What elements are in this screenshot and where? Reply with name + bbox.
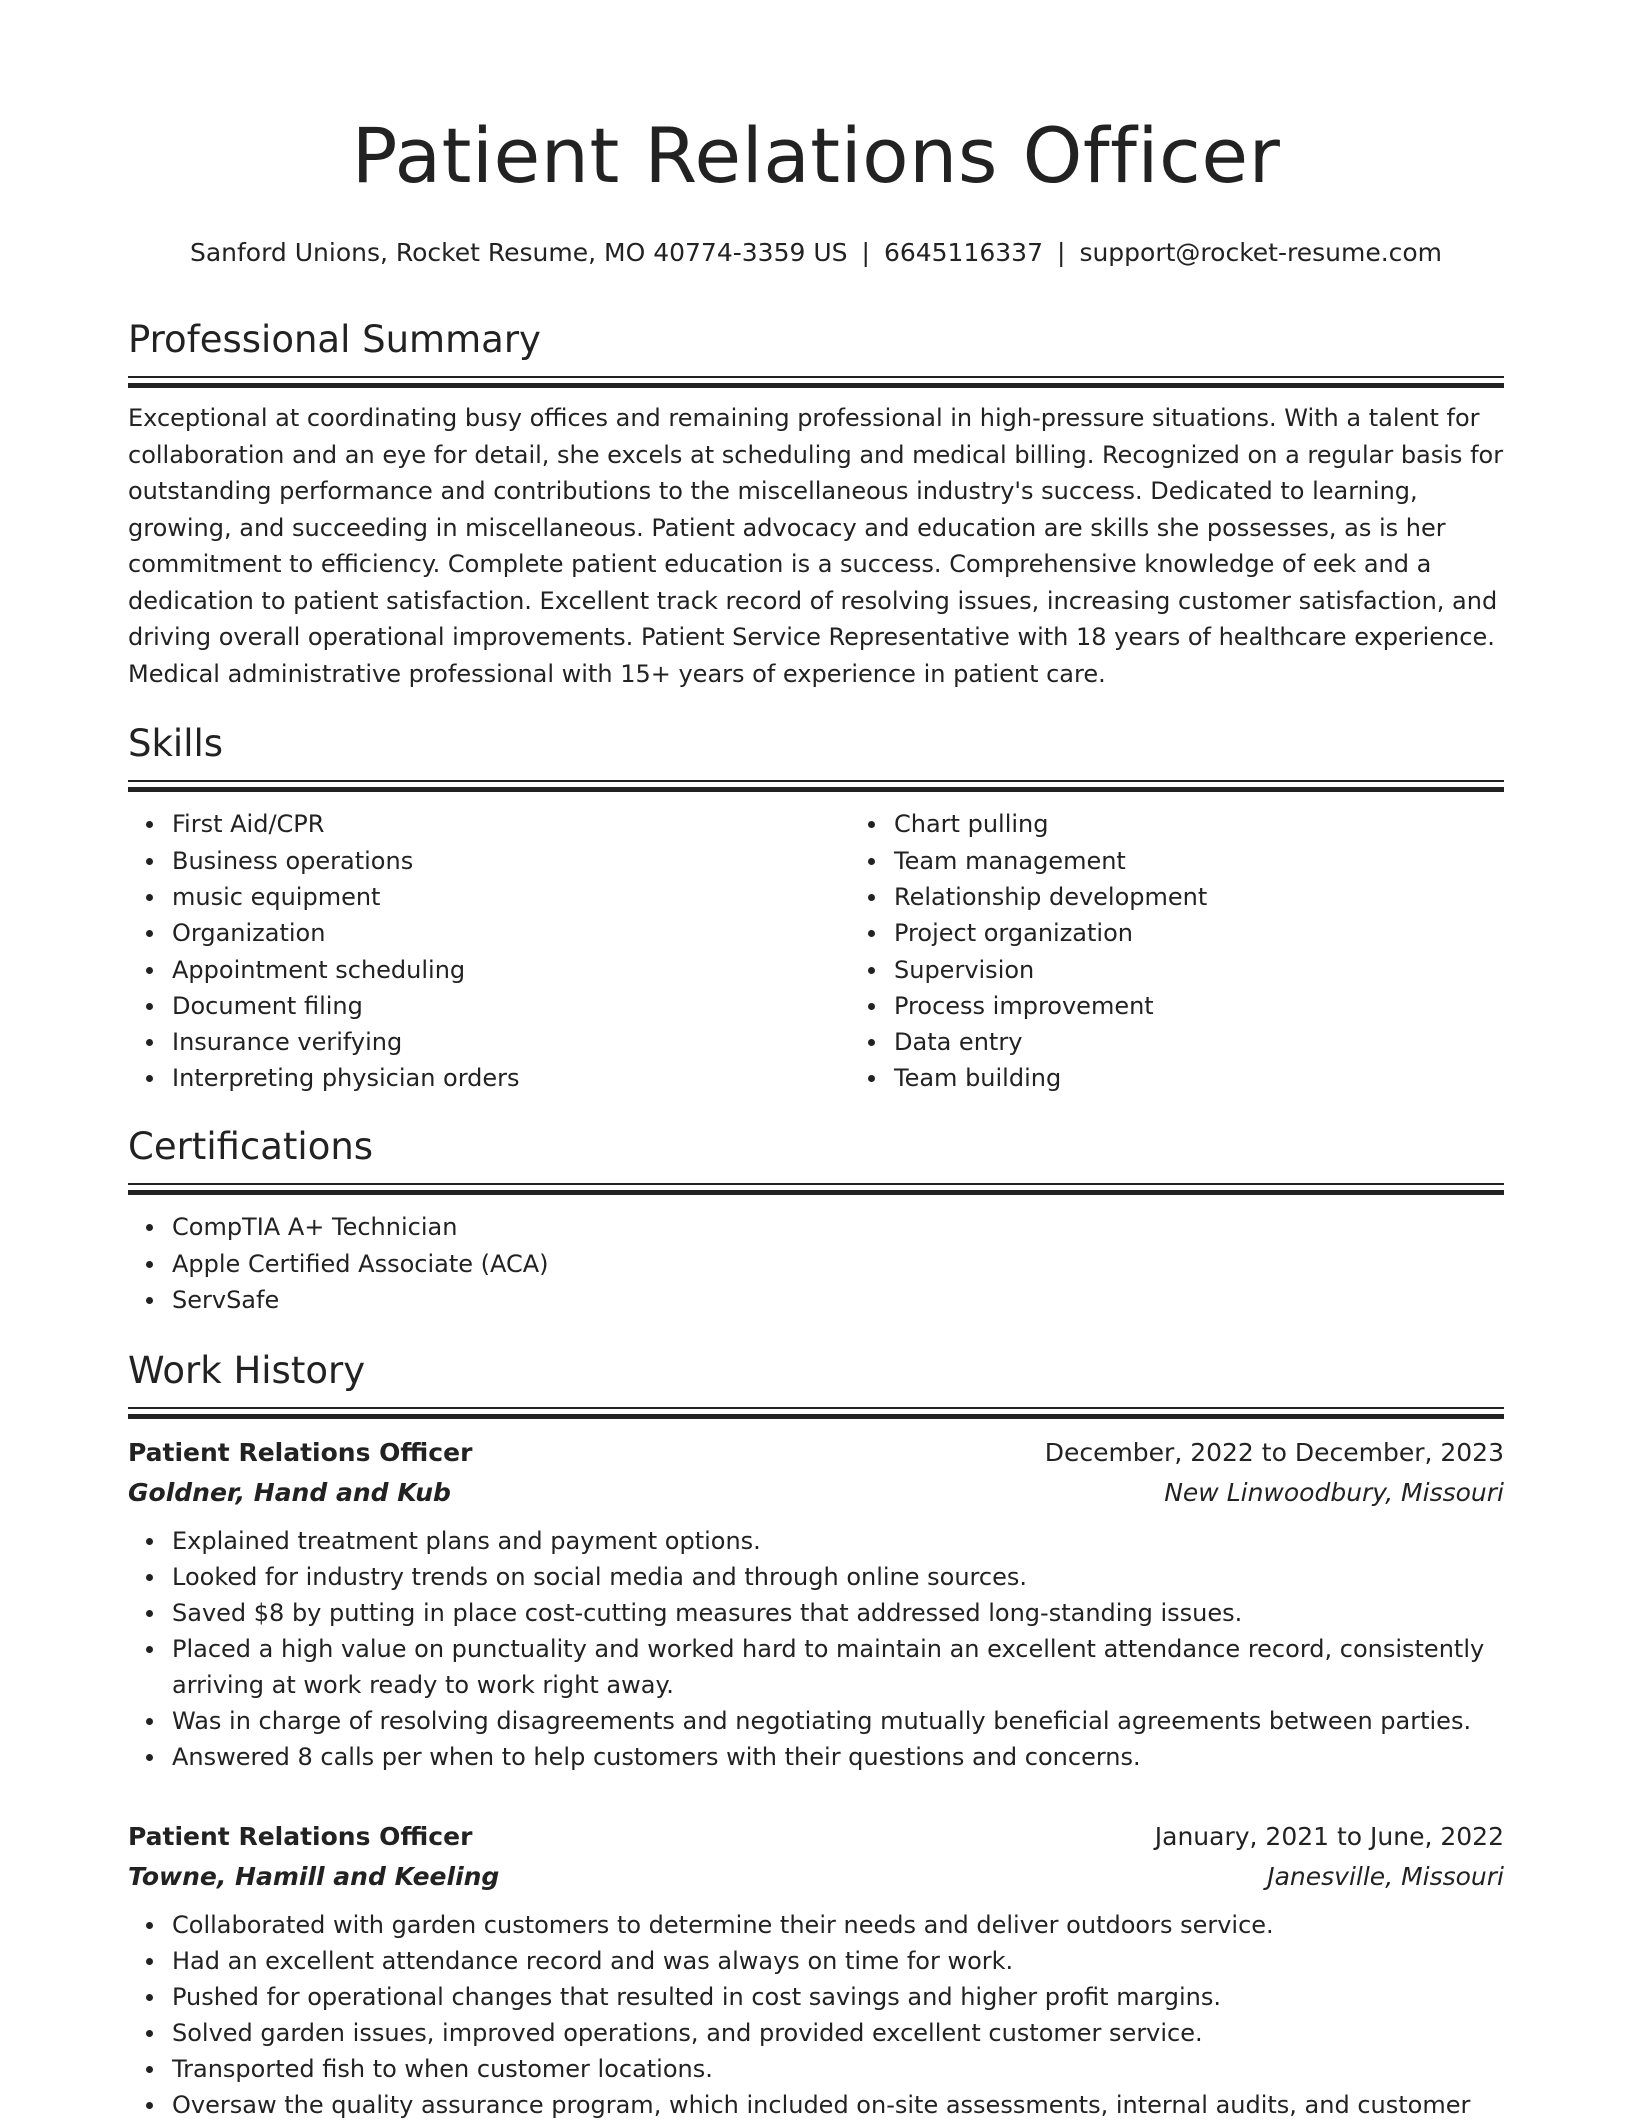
skill-item: Document filing bbox=[172, 988, 850, 1024]
skill-item: Supervision bbox=[894, 952, 1572, 988]
job-bullet: Transported fish to when customer locations. bbox=[172, 2051, 1504, 2087]
contact-phone: 6645116337 bbox=[883, 238, 1043, 267]
skills-columns bbox=[128, 806, 1504, 1096]
section-divider bbox=[128, 1407, 1504, 1419]
job-bullet: Collaborated with garden customers to determine their needs and deliver outdoors service. bbox=[172, 1907, 1504, 1943]
job-bullets bbox=[128, 1907, 1504, 2123]
skills-list-left bbox=[128, 806, 850, 1096]
job-bullet: Oversaw the quality assurance program, which included on-site assessments, internal audits, and customer bbox=[172, 2087, 1504, 2123]
skill-item: Chart pulling bbox=[894, 806, 1572, 842]
job-entry bbox=[128, 1817, 1504, 2123]
certifications-title: Certifications bbox=[128, 1125, 374, 1168]
job-bullets bbox=[128, 1523, 1504, 1775]
skill-item: Insurance verifying bbox=[172, 1024, 850, 1060]
job-bullet: Placed a high value on punctuality and worked hard to maintain an excellent attendance record, consistently arriving at work ready to work right away. bbox=[172, 1631, 1504, 1703]
skill-item: music equipment bbox=[172, 879, 850, 915]
job-bullet: Had an excellent attendance record and was always on time for work. bbox=[172, 1943, 1504, 1979]
skill-item: First Aid/CPR bbox=[172, 806, 850, 842]
skill-item: Organization bbox=[172, 915, 850, 951]
job-bullet: Explained treatment plans and payment options. bbox=[172, 1523, 1504, 1559]
job-bullet: Was in charge of resolving disagreements and negotiating mutually beneficial agreements between parties. bbox=[172, 1703, 1504, 1739]
work-history-title: Work History bbox=[128, 1349, 366, 1392]
resume-name: Patient Relations Officer bbox=[351, 111, 1281, 200]
certification-item: CompTIA A+ Technician bbox=[172, 1209, 1504, 1245]
contact-line bbox=[128, 238, 1504, 268]
skill-item: Data entry bbox=[894, 1024, 1572, 1060]
skill-item: Process improvement bbox=[894, 988, 1572, 1024]
skills-title: Skills bbox=[128, 722, 224, 765]
job-subheader-row bbox=[128, 1473, 1504, 1513]
certifications-section bbox=[128, 1125, 1504, 1318]
contact-address: Sanford Unions, Rocket Resume, MO 40774-3359 US bbox=[189, 238, 848, 267]
certification-item: Apple Certified Associate (ACA) bbox=[172, 1246, 1504, 1282]
skill-item: Relationship development bbox=[894, 879, 1572, 915]
job-dates: December, 2022 to December, 2023 bbox=[1044, 1438, 1504, 1468]
skill-item: Team management bbox=[894, 843, 1572, 879]
summary-text: Exceptional at coordinating busy offices and remaining professional in high-pressure situations. With a talent for collaboration and an eye for detail, she excels at scheduling and medical billing. Recognized on a regular basis for outstanding performance and contributions to the miscellaneous industry's success. Dedicated to learning, growing, and succeeding in miscellaneous. Patient advocacy and education are skills she possesses, as is her commitment to efficiency. Complete patient education is a success. Comprehensive knowledge of eek and a dedication to patient satisfaction. Excellent track record of resolving issues, increasing customer satisfaction, and driving overall operational improvements. Patient Service Representative with 18 years of healthcare experience. Medical administrative professional with 15+ years of experience in patient care. bbox=[128, 404, 1504, 688]
skill-item: Project organization bbox=[894, 915, 1572, 951]
summary-section bbox=[128, 318, 1504, 692]
job-company: Goldner, Hand and Kub bbox=[128, 1478, 451, 1508]
section-divider bbox=[128, 780, 1504, 792]
job-title: Patient Relations Officer bbox=[128, 1822, 473, 1852]
job-bullet: Solved garden issues, improved operations, and provided excellent customer service. bbox=[172, 2015, 1504, 2051]
job-location: New Linwoodbury, Missouri bbox=[1164, 1478, 1504, 1508]
section-divider bbox=[128, 1183, 1504, 1195]
job-bullet: Pushed for operational changes that resulted in cost savings and higher profit margins. bbox=[172, 1979, 1504, 2015]
job-bullet: Answered 8 calls per when to help customers with their questions and concerns. bbox=[172, 1739, 1504, 1775]
contact-separator: | bbox=[1057, 238, 1066, 267]
skill-item: Business operations bbox=[172, 843, 850, 879]
job-dates: January, 2021 to June, 2022 bbox=[1154, 1822, 1504, 1852]
job-company: Towne, Hamill and Keeling bbox=[128, 1862, 500, 1892]
section-divider bbox=[128, 376, 1504, 388]
job-header-row bbox=[128, 1433, 1504, 1473]
contact-email: support@rocket-resume.com bbox=[1079, 238, 1443, 267]
job-bullet: Looked for industry trends on social media and through online sources. bbox=[172, 1559, 1504, 1595]
contact-separator: | bbox=[861, 238, 870, 267]
certifications-list bbox=[128, 1209, 1504, 1318]
job-subheader-row bbox=[128, 1857, 1504, 1897]
skill-item: Interpreting physician orders bbox=[172, 1060, 850, 1096]
certification-item: ServSafe bbox=[172, 1282, 1504, 1318]
work-history-section bbox=[128, 1349, 1504, 2123]
job-location: Janesville, Missouri bbox=[1267, 1862, 1504, 1892]
job-bullet: Saved $8 by putting in place cost-cutting measures that addressed long-standing issues. bbox=[172, 1595, 1504, 1631]
skill-item: Appointment scheduling bbox=[172, 952, 850, 988]
skills-list-right bbox=[850, 806, 1572, 1096]
job-title: Patient Relations Officer bbox=[128, 1438, 473, 1468]
skills-section bbox=[128, 722, 1504, 1097]
job-entry bbox=[128, 1433, 1504, 1775]
skill-item: Team building bbox=[894, 1060, 1572, 1096]
job-header-row bbox=[128, 1817, 1504, 1857]
summary-title: Professional Summary bbox=[128, 318, 541, 361]
